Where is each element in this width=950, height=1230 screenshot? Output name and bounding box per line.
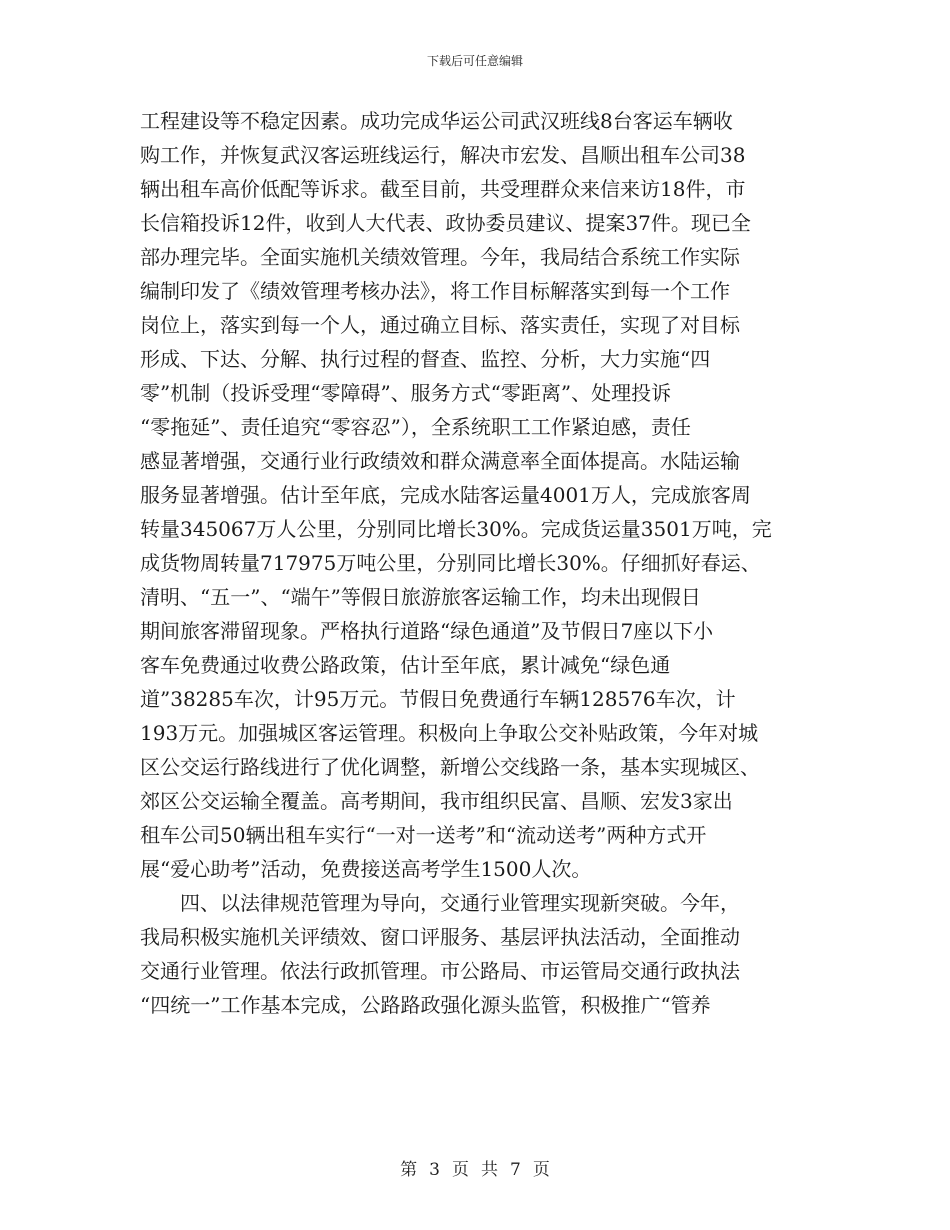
text-line: 客车免费通过收费公路政策，估计至年底，累计减免“绿色通 [140, 653, 671, 677]
text-line: “四统一”工作基本完成，公路路政强化源头监管，积极推广“管养 [140, 993, 711, 1017]
text-line: 感显著增强，交通行业行政绩效和群众满意率全面体提高。水陆运输 [140, 449, 740, 473]
text-line: 编制印发了《绩效管理考核办法》，将工作目标解落实到每一个工作 [140, 279, 730, 303]
text-line: 零”机制（投诉受理“零障碍”、服务方式“零距离”、处理投诉 [140, 381, 672, 405]
text-line: 我局积极实施机关评绩效、窗口评服务、基层评执法活动，全面推动 [140, 925, 740, 949]
page-number: 3 [429, 1160, 440, 1180]
text-line: 辆出租车高价低配等诉求。截至目前，共受理群众来信来访18件，市 [140, 177, 746, 201]
text-line: 展“爱心助考”活动，免费接送高考学生1500人次。 [140, 857, 592, 881]
text-line: 购工作，并恢复武汉客运班线运行，解决市宏发、昌顺出租车公司38 [140, 143, 746, 167]
text-line: 郊区公交运输全覆盖。高考期间，我市组织民富、昌顺、宏发3家出 [140, 789, 733, 813]
footer-page-word: 页 [452, 1160, 469, 1180]
text-line: 租车公司50辆出租车实行“一对一送考”和“流动送考”两种方式开 [140, 823, 707, 847]
text-line: 工程建设等不稳定因素。成功完成华运公司武汉班线8台客运车辆收 [140, 109, 733, 133]
text-line: 193万元。加强城区客运管理。积极向上争取公交补贴政策，今年对城 [140, 721, 759, 745]
page-footer [0, 1155, 950, 1180]
text-line: 期间旅客滞留现象。严格执行道路“绿色通道”及节假日7座以下小 [140, 619, 714, 643]
section-heading-line: 四、以法律规范管理为导向，交通行业管理实现新突破。今年， [140, 891, 740, 915]
text-line: 长信箱投诉12件，收到人大代表、政协委员建议、提案37件。现已全 [140, 211, 751, 235]
text-line: 形成、下达、分解、执行过程的督查、监控、分析，大力实施“四 [140, 347, 711, 371]
total-pages: 7 [510, 1160, 521, 1180]
footer-suffix: 页 [532, 1160, 550, 1180]
document-body [140, 104, 820, 1022]
text-line: 服务显著增强。估计至年底，完成水陆客运量4001万人，完成旅客周 [140, 483, 751, 507]
text-line: 部办理完毕。全面实施机关绩效管理。今年，我局结合系统工作实际 [140, 245, 740, 269]
page-header: 下载后可任意编辑 [426, 54, 523, 68]
text-line: 交通行业管理。依法行政抓管理。市公路局、市运管局交通行政执法 [140, 959, 740, 983]
text-line: 区公交运行路线进行了优化调整，新增公交线路一条，基本实现城区、 [140, 755, 760, 779]
footer-total-word: 共 [481, 1160, 498, 1180]
text-line: 岗位上，落实到每一个人，通过确立目标、落实责任，实现了对目标 [140, 313, 740, 337]
text-line: 转量345067万人公里，分别同比增长30%。完成货运量3501万吨，完 [140, 517, 772, 541]
text-line: 道”38285车次，计95万元。节假日免费通行车辆128576车次，计 [140, 687, 736, 711]
text-line: 成货物周转量717975万吨公里，分别同比增长30%。仔细抓好春运、 [140, 551, 761, 575]
footer-prefix: 第 [400, 1160, 418, 1180]
text-line: “零拖延”、责任追究“零容忍”），全系统职工工作紧迫感，责任 [140, 415, 691, 439]
text-line: 清明、“五一”、“端午”等假日旅游旅客运输工作，均未出现假日 [140, 585, 701, 609]
